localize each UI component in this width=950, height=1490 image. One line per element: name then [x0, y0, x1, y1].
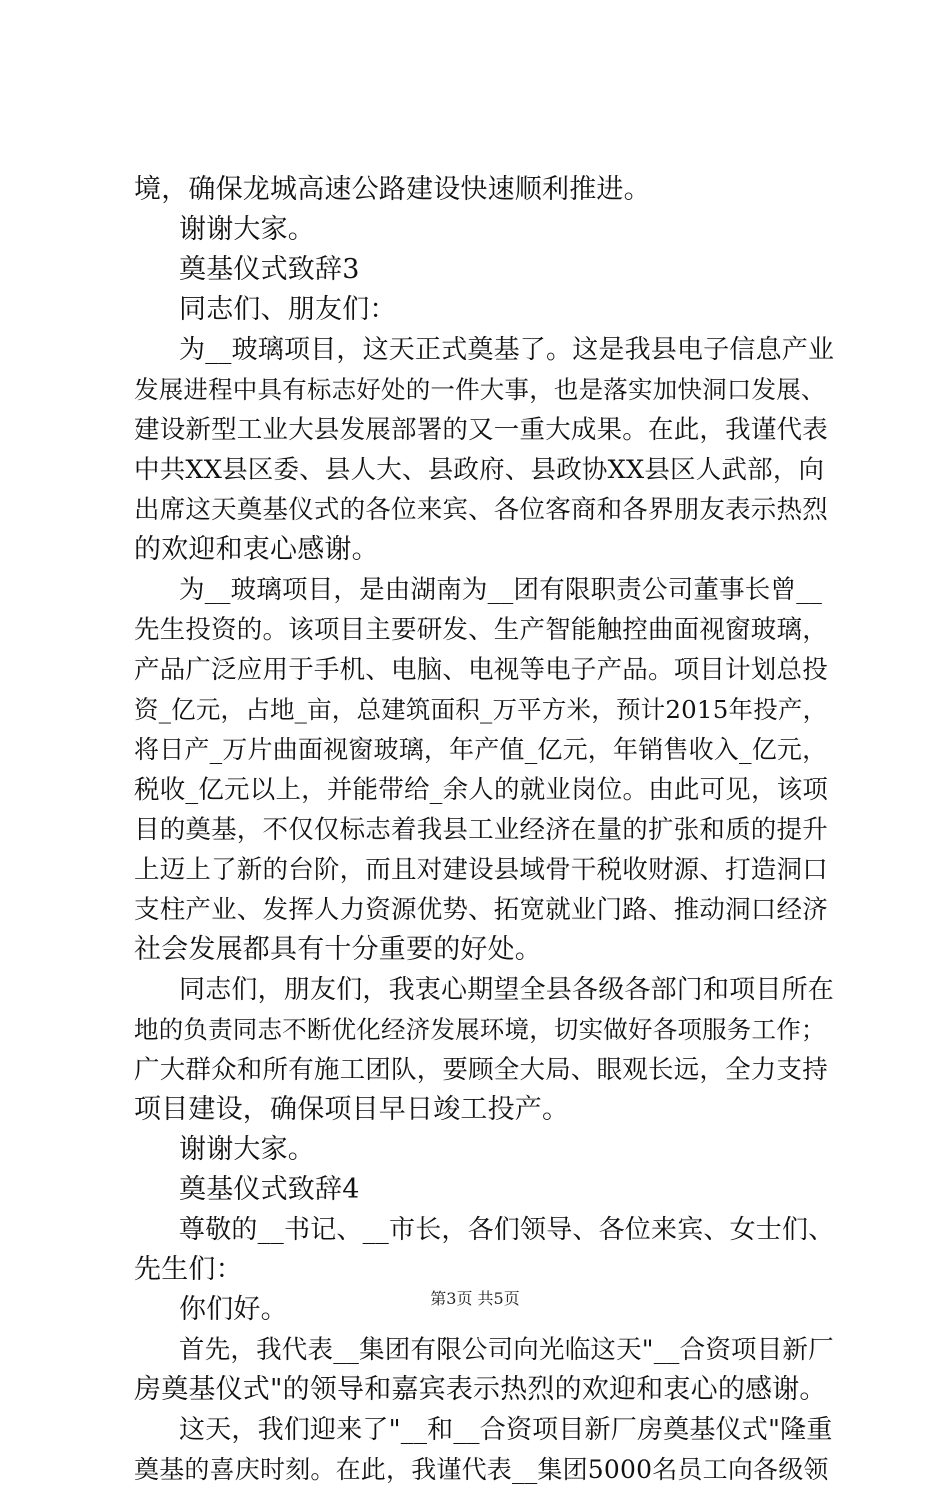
text-line: 奠基仪式致辞4 — [179, 1174, 360, 1205]
text-line: 社会发展都具有十分重要的好处。 — [134, 934, 542, 965]
text-line: 建设新型工业大县发展部署的又一重大成果。在此，我谨代表 — [134, 415, 828, 445]
text-line: 的欢迎和衷心感谢。 — [134, 534, 379, 565]
text-line: 产品广泛应用于手机、电脑、电视等电子产品。项目计划总投 — [134, 655, 828, 685]
text-line: 支柱产业、发挥人力资源优势、拓宽就业门路、推动洞口经济 — [134, 895, 828, 925]
text-line: 为__玻璃项目，是由湖南为__团有限职责公司董事长曾__ — [179, 575, 823, 605]
text-line: 将日产_万片曲面视窗玻璃，年产值_亿元，年销售收入_亿元， — [134, 735, 828, 764]
text-line: 谢谢大家。 — [179, 1134, 315, 1165]
text-line: 为__玻璃项目，这天正式奠基了。这是我县电子信息产业 — [179, 335, 835, 365]
text-line: 首先，我代表__集团有限公司向光临这天"__合资项目新厂 — [179, 1335, 834, 1365]
text-line: 出席这天奠基仪式的各位来宾、各位客商和各界朋友表示热烈 — [134, 495, 828, 525]
text-line: 资_亿元，占地_亩，总建筑面积_万平方米，预计2015年投产， — [134, 695, 828, 724]
text-line: 先生们： — [134, 1254, 243, 1285]
page-footer: 第3页 共5页 — [430, 1289, 520, 1308]
text-line: 先生投资的。该项目主要研发、生产智能触控曲面视窗玻璃， — [134, 615, 828, 645]
text-line: 项目建设，确保项目早日竣工投产。 — [134, 1094, 570, 1125]
text-line: 尊敬的__书记、__市长，各们领导、各位来宾、女士们、 — [179, 1215, 835, 1245]
text-line: 你们好。 — [179, 1294, 288, 1325]
text-line: 境，确保龙城高速公路建设快速顺利推进。 — [134, 174, 651, 205]
text-line: 同志们，朋友们，我衷心期望全县各级各部门和项目所在 — [179, 975, 835, 1005]
text-line: 目的奠基，不仅仅标志着我县工业经济在量的扩张和质的提升 — [134, 815, 828, 845]
text-line: 同志们、朋友们： — [179, 294, 397, 325]
text-line: 中共XX县区委、县人大、县政府、县政协XX县区人武部，向 — [134, 455, 825, 485]
text-line: 发展进程中具有标志好处的一件大事，也是落实加快洞口发展、 — [134, 375, 826, 404]
text-line: 地的负责同志不断优化经济发展环境，切实做好各项服务工作； — [134, 1015, 826, 1044]
text-line: 奠基的喜庆时刻。在此，我谨代表__集团5000名员工向各级领 — [134, 1455, 829, 1484]
text-line: 房奠基仪式"的领导和嘉宾表示热烈的欢迎和衷心的感谢。 — [134, 1374, 827, 1405]
text-line: 谢谢大家。 — [179, 214, 315, 245]
text-line: 奠基仪式致辞3 — [179, 254, 360, 285]
text-line: 这天，我们迎来了"__和__合资项目新厂房奠基仪式"隆重 — [179, 1415, 833, 1445]
text-line: 广大群众和所有施工团队，要顾全大局、眼观长远，全力支持 — [134, 1055, 828, 1085]
text-line: 税收_亿元以上，并能带给_余人的就业岗位。由此可见，该项 — [134, 775, 829, 805]
text-line: 上迈上了新的台阶，而且对建设县域骨干税收财源、打造洞口 — [134, 855, 828, 885]
